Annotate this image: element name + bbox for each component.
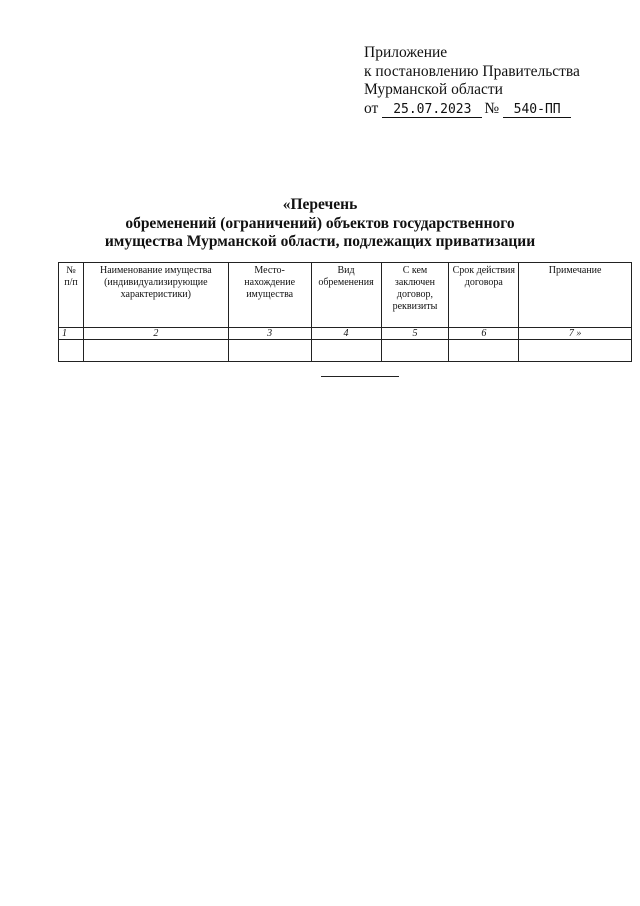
table-cell (519, 340, 632, 362)
table-cell (83, 340, 228, 362)
encumbrances-table (58, 262, 632, 362)
column-number: 7 » (519, 328, 632, 340)
table-cell (449, 340, 519, 362)
resolution-date: 25.07.2023 (382, 102, 482, 118)
column-number: 2 (83, 328, 228, 340)
table-cell (311, 340, 381, 362)
document-title (0, 196, 640, 252)
header-location: Место-нахождение имущества (228, 263, 311, 328)
appendix-reference (364, 100, 580, 119)
column-number: 3 (228, 328, 311, 340)
table-header-row (59, 263, 632, 328)
title-line-3: имущества Мурманской области, подлежащих приватизации (104, 233, 536, 250)
header-encumbrance-type: Вид обременения (311, 263, 381, 328)
column-number: 5 (381, 328, 449, 340)
end-divider (321, 376, 399, 377)
appendix-region: Мурманской области (364, 81, 503, 98)
table-cell (228, 340, 311, 362)
table-cell (59, 340, 84, 362)
column-number: 4 (311, 328, 381, 340)
header-note: Примечание (519, 263, 632, 328)
title-line-2: обременений (ограничений) объектов государственного (125, 214, 515, 232)
table-row (59, 340, 632, 362)
header-contract-term: Срок действия договора (449, 263, 519, 328)
table-cell (381, 340, 449, 362)
header-property-name: Наименование имущества (индивидуализирующие характеристики) (83, 263, 228, 328)
column-number-row (59, 328, 632, 340)
appendix-label: Приложение (364, 44, 448, 61)
column-number: 1 (59, 328, 84, 340)
number-prefix: № (484, 99, 500, 117)
header-index: № п/п (59, 263, 84, 328)
date-prefix: от (364, 99, 379, 117)
appendix-resolution: к постановлению Правительства (364, 62, 580, 80)
appendix-block (364, 44, 580, 118)
header-contract-party: С кем заключен договор, реквизиты (381, 263, 449, 328)
column-number: 6 (449, 328, 519, 340)
resolution-number: 540-ПП (503, 102, 571, 118)
title-line-1: «Перечень (282, 196, 358, 213)
